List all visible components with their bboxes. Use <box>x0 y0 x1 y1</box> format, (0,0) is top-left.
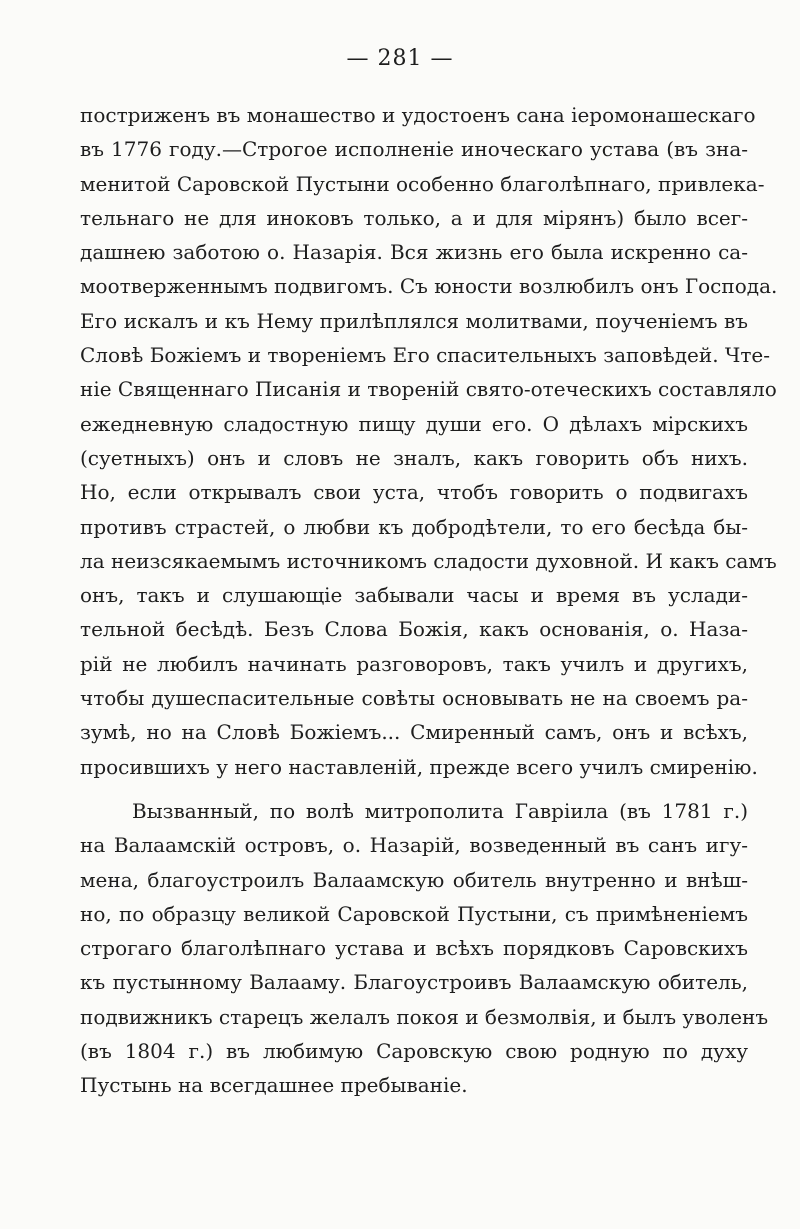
text-line: подвижникъ старецъ желалъ покоя и безмолвiя, и былъ уволенъ <box>80 1004 769 1029</box>
text-line: нiе Священнаго Писанiя и творенiй свято-отеческихъ составляло <box>80 377 777 402</box>
text-line: ежедневную сладостную пищу души его. О дѣлахъ мiрскихъ <box>80 411 748 436</box>
text-line: тельнаго не для иноковъ только, а и для мiрянъ) было всег- <box>80 205 748 230</box>
text-line: тельной бесѣдѣ. Безъ Слова Божiя, какъ основанiя, о. Наза- <box>80 617 748 642</box>
body-text <box>80 98 778 1103</box>
page-number: — 281 — <box>346 46 454 71</box>
text-line: мена, благоустроилъ Валаамскую обитель внутренно и внѣш- <box>80 867 748 892</box>
text-line: (въ 1804 г.) въ любимую Саровскую свою родную по духу <box>80 1039 748 1064</box>
text-line: чтобы душеспасительные совѣты основывать не на своемъ ра- <box>80 686 748 711</box>
text-line: ла неизсякаемымъ источникомъ сладости духовной. И какъ самъ <box>80 548 777 573</box>
text-line: Пустынь на всегдашнее пребыванiе. <box>80 1073 468 1098</box>
text-line: но, по образцу великой Саровской Пустыни, съ примѣненiемъ <box>80 901 748 926</box>
text-line: на Валаамскiй островъ, о. Назарiй, возведенный въ санъ игу- <box>80 833 748 858</box>
text-line: строгаго благолѣпнаго устава и всѣхъ порядковъ Саровскихъ <box>80 936 748 961</box>
text-line: онъ, такъ и слушающiе забывали часы и время въ услади- <box>80 583 748 608</box>
text-line: постриженъ въ монашество и удостоенъ сана iеромонашескаго <box>80 103 756 127</box>
text-line: просившихъ у него наставленiй, прежде всего училъ смиренiю. <box>80 754 758 779</box>
paragraph-2 <box>80 794 769 1103</box>
text-line: менитой Саровской Пустыни особенно благолѣпнаго, привлека- <box>80 171 765 196</box>
text-line: Вызванный, по волѣ митрополита Гавріила (въ 1781 г.) <box>132 798 748 823</box>
text-line: Словѣ Божiемъ и творенiемъ Его спасительныхъ заповѣдей. Чте- <box>80 343 771 368</box>
text-line: моотверженнымъ подвигомъ. Съ юности возлюбилъ онъ Господа. <box>80 274 778 299</box>
text-line: зумѣ, но на Словѣ Божiемъ... Смиренный самъ, онъ и всѣхъ, <box>80 720 748 745</box>
text-line: (суетныхъ) онъ и словъ не зналъ, какъ говорить объ нихъ. <box>80 445 748 470</box>
text-line: Но, если открывалъ свои уста, чтобъ говорить о подвигахъ <box>80 480 748 505</box>
text-line: къ пустынному Валааму. Благоустроивъ Валаамскую обитель, <box>80 970 748 995</box>
text-line: Его искалъ и къ Нему прилѣплялся молитвами, поученiемъ въ <box>80 308 748 333</box>
text-line: дашнею заботою о. Назарiя. Вся жизнь его была искренно са- <box>80 240 748 265</box>
text-line: противъ страстей, о любви къ добродѣтели, то его бесѣда бы- <box>80 514 748 539</box>
text-line: рiй не любилъ начинать разговоровъ, такъ училъ и другихъ, <box>80 651 748 676</box>
text-line: въ 1776 году.—Строгое исполненiе иноческаго устава (въ зна- <box>80 137 748 162</box>
paragraph-1 <box>80 98 778 784</box>
